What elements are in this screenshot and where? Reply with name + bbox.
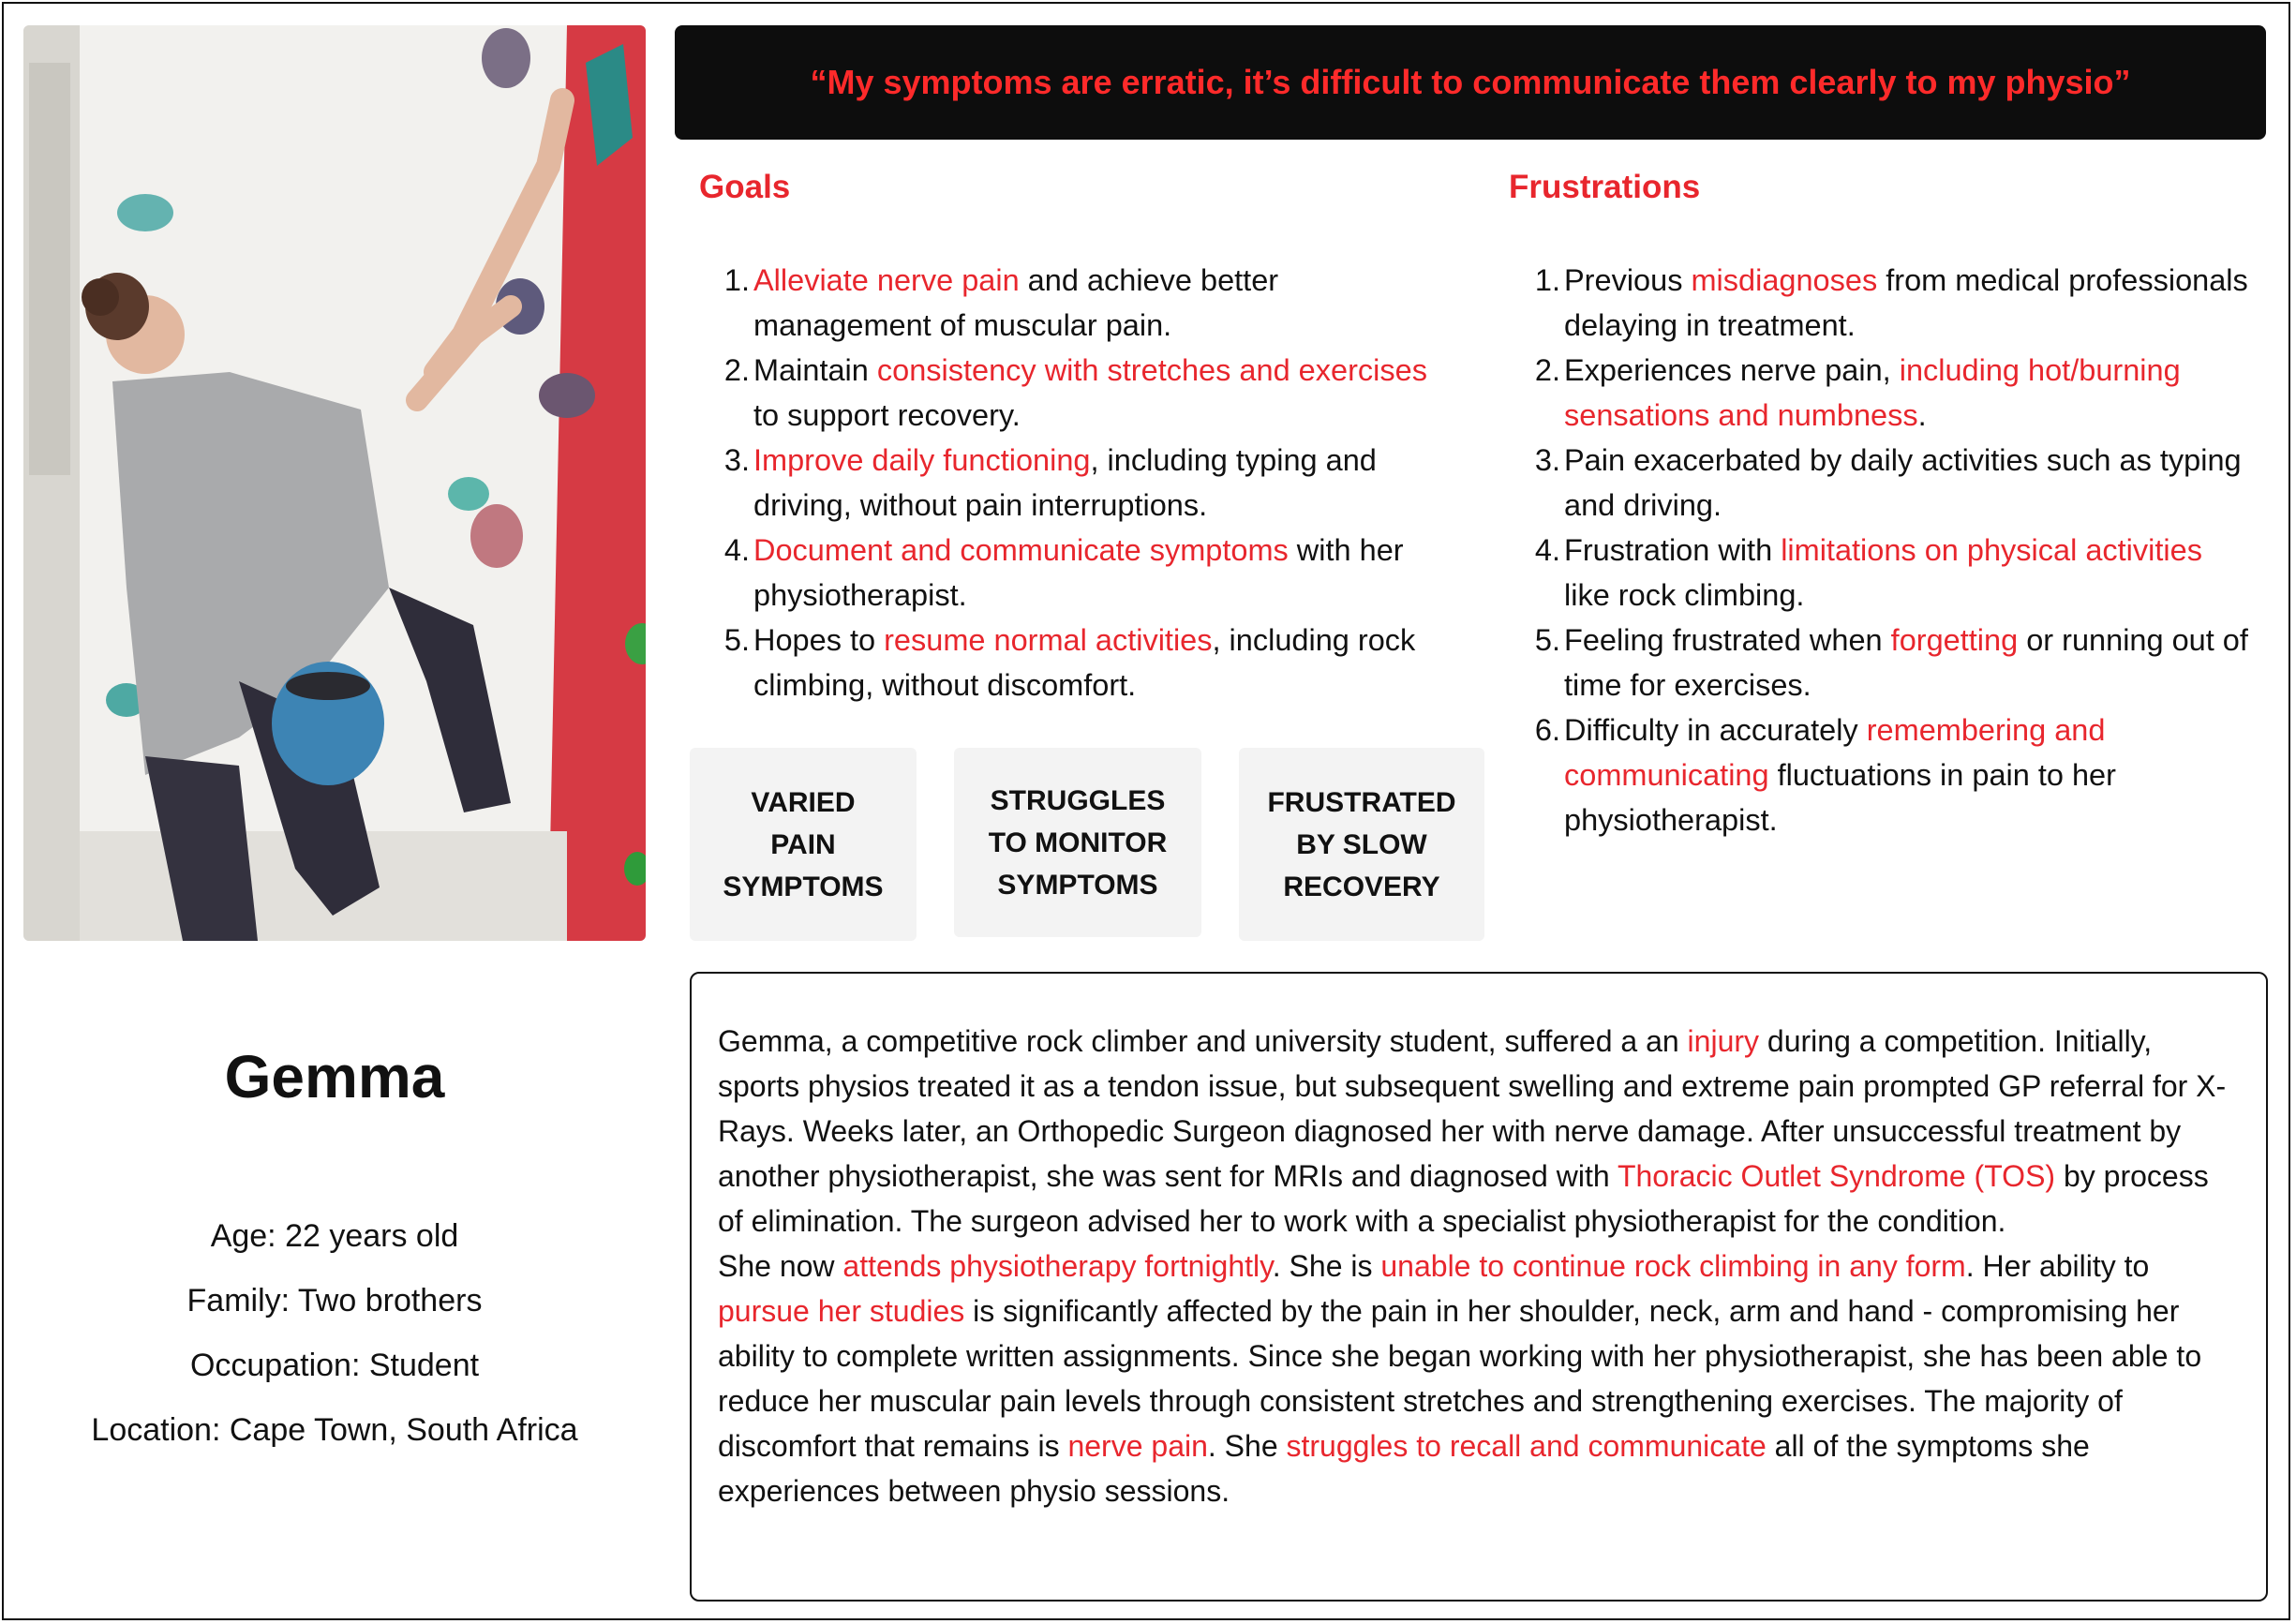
goal-item: 4. Document and communicate symptoms with her physiotherapist. [723,533,1404,612]
persona-occupation: Occupation: Student [189,1348,480,1383]
tag-varied-pain-symptoms: VARIED PAIN SYMPTOMS [690,748,917,941]
goal-item: 1. Alleviate nerve pain and achieve better management of muscular pain. [723,263,1279,342]
frustration-item: 6. Difficulty in accurately remembering and communicating fluctuations in pain to her physiotherapist. [1534,713,2116,837]
quote-banner [675,25,2266,140]
goal-item: 2. Maintain consistency with stretches and exercises to support recovery. [723,353,1427,432]
goals-list [693,258,1434,708]
persona-name: Gemma [224,1043,445,1110]
persona-location: Location: Cape Town, South Africa [91,1412,578,1448]
goal-item: 3. Improve daily functioning, including typing and driving, without pain interruptions. [723,443,1377,522]
frustration-item: 1. Previous misdiagnoses from medical professionals delaying in treatment. [1534,263,2248,342]
frustrations-title: Frustrations [1509,169,1701,205]
story-paragraph-2: She now attends physiotherapy fortnightly. She is unable to continue rock climbing in any form. Her ability to pursue her studies is significantly affected by the pain in her shoulder, neck, arm and hand - compromising her ability to complete written assignments. Since she began working with her physiotherapist, she has been able to reduce her muscular pain levels through consistent stretches and strengthening exercises. The majority of discomfort that remains is nerve pain. She struggles to recall and communicate all of the symptoms she experiences between physio sessions. [718,1249,2202,1508]
frustration-item: 3. Pain exacerbated by daily activities such as typing and driving. [1534,443,2242,522]
goal-item: 5. Hopes to resume normal activities, including rock climbing, without discomfort. [723,623,1416,702]
persona-age: Age: 22 years old [210,1218,459,1254]
story-paragraph-1: Gemma, a competitive rock climber and university student, suffered a an injury during a competition. Initially, sports physios treated it as a tendon issue, but subsequent swelling and extreme pain prompted GP referral for X-Rays. Weeks later, an Orthopedic Surgeon diagnosed her with nerve damage. After unsuccessful treatment by another physiotherapist, she was sent for MRIs and diagnosed with Thoracic Outlet Syndrome (TOS) by process of elimination. The surgeon advised her to work with a specialist physiotherapist for the condition. [718,1024,2227,1238]
climber-image [23,25,646,941]
quote-text: “My symptoms are erratic, it’s difficult to communicate them clearly to my physio” [810,63,2131,101]
tag-frustrated-slow-recovery: FRUSTRATED BY SLOW RECOVERY [1239,748,1484,941]
persona-family: Family: Two brothers [186,1283,483,1319]
persona-photo [23,25,646,941]
goals-title: Goals [699,169,791,205]
frustrations-list [1504,258,2254,842]
tag-struggles-to-monitor: STRUGGLES TO MONITOR SYMPTOMS [954,748,1201,937]
frustration-item: 2. Experiences nerve pain, including hot/burning sensations and numbness. [1534,353,2181,432]
frustration-item: 5. Feeling frustrated when forgetting or running out of time for exercises. [1534,623,2248,702]
persona-story [690,972,2268,1602]
frustration-item: 4. Frustration with limitations on physical activities like rock climbing. [1534,533,2202,612]
